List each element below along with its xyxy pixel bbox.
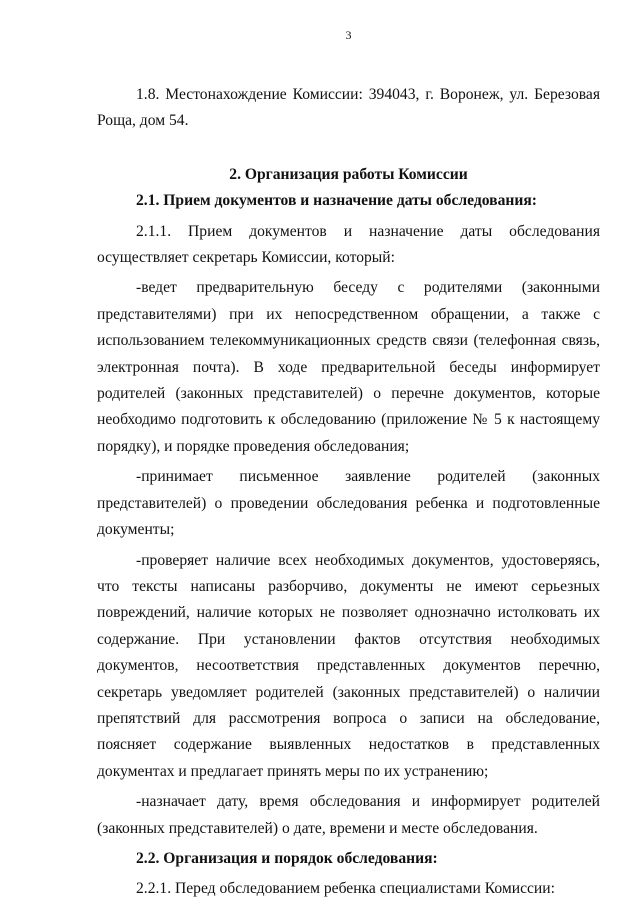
page-number: 3 [345, 28, 352, 42]
paragraph-checks-documents: -проверяет наличие всех необходимых документов, удостоверяясь, что тексты написаны разборчиво, документы не имеют серьезных повреждений, наличие которых не позволяет однозначно истолковать их содержание. При установлении фактов отсутствия необходимых документов, несоответствия представленных документов перечню, секретарь уведомляет родителей (законных представителей) о наличии препятствий для рассмотрения вопроса о записи на обследование, поясняет содержание выявленных недостатков в представленных документах и предлагает принять меры по их устранению; [97, 551, 600, 780]
section-heading-organization: 2. Организация работы Комиссии [229, 165, 468, 183]
subsection-heading-document-intake: 2.1. Прием документов и назначение даты обследования: [136, 192, 537, 210]
subsection-heading-examination: 2.2. Организация и порядок обследования: [136, 849, 438, 867]
paragraph-assigns-date: -назначает дату, время обследования и информирует родителей (законных представителей) о дате, времени и месте обследования. [97, 793, 600, 837]
paragraph-2-1-1: 2.1.1. Прием документов и назначение даты обследования осуществляет секретарь Комиссии, который: [97, 222, 600, 267]
paragraph-location: 1.8. Местонахождение Комиссии: 394043, г. Воронеж, ул. Березовая Роща, дом 54. [97, 86, 600, 130]
document-body [97, 82, 600, 903]
paragraph-preliminary-conversation: -ведет предварительную беседу с родителями (законными представителями) при их непосредственном обращении, а также с использованием телекоммуникационных средств связи (телефонная связь, электронная почта). В ходе предварительной беседы информирует родителей (законных представителей) о перечне документов, которые необходимо подготовить к обследованию (приложение № 5 к настоящему порядку), и порядке проведения обследования; [97, 279, 600, 455]
paragraph-accepts-application: -принимает письменное заявление родителей (законных представителей) о проведении обследования ребенка и подготовленные документы; [97, 468, 600, 539]
paragraph-2-2-1: 2.2.1. Перед обследованием ребенка специалистами Комиссии: [136, 880, 555, 898]
